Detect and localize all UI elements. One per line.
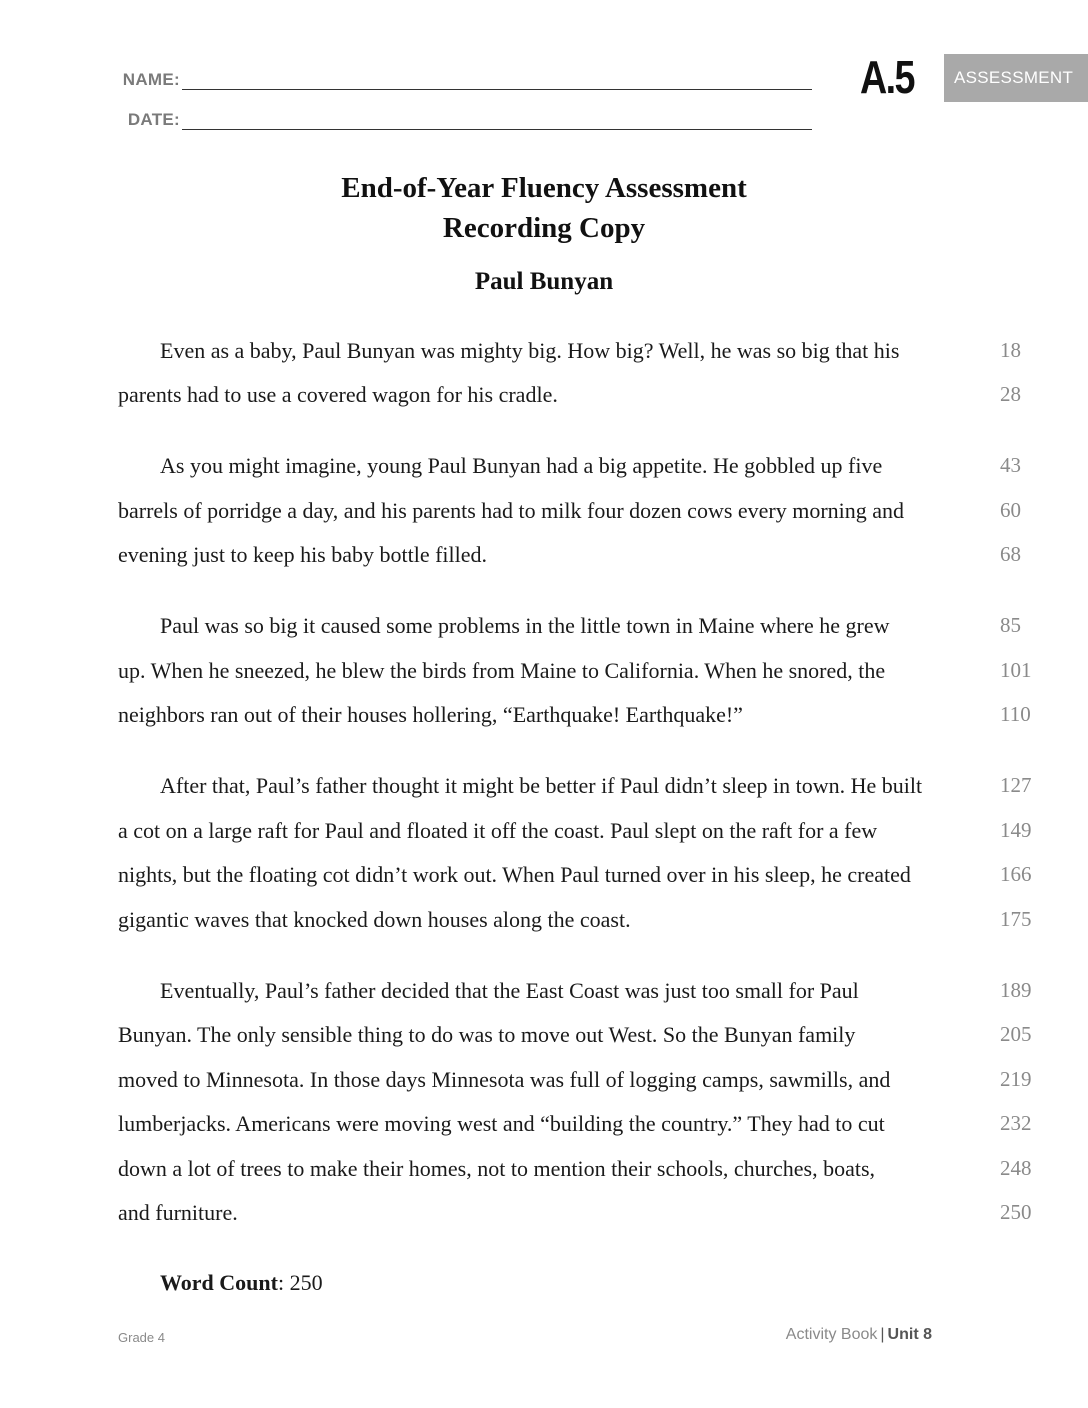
line-text: nights, but the floating cot didn’t work out. When Paul turned over in his sleep, he created [118, 862, 911, 887]
passage-title: Paul Bunyan [474, 268, 614, 295]
line-word-count: 219 [1000, 1067, 1032, 1091]
line-word-count: 43 [1000, 453, 1021, 477]
line-text: a cot on a large raft for Paul and floated it off the coast. Paul slept on the raft for a few [118, 818, 878, 843]
date-field[interactable] [118, 92, 812, 132]
line-word-count: 127 [1000, 773, 1032, 797]
word-count [160, 1270, 323, 1296]
passage-line [0, 1111, 1088, 1151]
passage-line [0, 498, 1088, 538]
line-text: evening just to keep his baby bottle filled. [118, 542, 488, 567]
page-subtitle: Recording Copy [442, 212, 646, 244]
footer-grade: Grade 4 [118, 1330, 165, 1345]
line-text: moved to Minnesota. In those days Minnesota was full of logging camps, sawmills, and [118, 1067, 891, 1092]
line-text: gigantic waves that knocked down houses along the coast. [118, 907, 631, 932]
word-count-value: : 250 [277, 1270, 323, 1295]
line-word-count: 28 [1000, 382, 1021, 406]
line-word-count: 101 [1000, 658, 1032, 682]
line-word-count: 18 [1000, 338, 1021, 362]
date-line[interactable] [182, 129, 812, 130]
name-label: NAME: [122, 70, 180, 89]
line-word-count: 110 [1000, 702, 1031, 726]
line-word-count: 189 [1000, 978, 1032, 1002]
word-count-label: Word Count [160, 1270, 278, 1295]
line-word-count: 166 [1000, 862, 1032, 886]
line-text: As you might imagine, young Paul Bunyan had a big appetite. He gobbled up five [160, 453, 883, 478]
line-text: Bunyan. The only sensible thing to do was to move out West. So the Bunyan family [118, 1022, 856, 1047]
line-text: lumberjacks. Americans were moving west and “building the country.” They had to cut [118, 1111, 885, 1136]
line-text: Even as a baby, Paul Bunyan was mighty big. How big? Well, he was so big that his [160, 338, 900, 363]
footer-separator: | [880, 1326, 885, 1343]
line-text: parents had to use a covered wagon for his cradle. [118, 382, 558, 407]
passage-line [0, 907, 1088, 947]
passage-line [0, 702, 1088, 742]
date-label: DATE: [127, 110, 180, 129]
name-field[interactable] [118, 52, 812, 92]
line-text: Paul was so big it caused some problems in the little town in Maine where he grew [160, 613, 890, 638]
passage-line [0, 613, 1088, 653]
passage-line [0, 658, 1088, 698]
line-word-count: 232 [1000, 1111, 1032, 1135]
line-text: down a lot of trees to make their homes, not to mention their schools, churches, boats, [118, 1156, 876, 1181]
passage-line [0, 1022, 1088, 1062]
line-text: and furniture. [118, 1200, 238, 1225]
line-text: barrels of porridge a day, and his parents had to milk four dozen cows every morning and [118, 498, 905, 523]
footer-unit: Unit 8 [887, 1326, 932, 1343]
line-word-count: 205 [1000, 1022, 1032, 1046]
line-word-count: 68 [1000, 542, 1021, 566]
line-word-count: 250 [1000, 1200, 1032, 1224]
footer-book: Activity Book [785, 1326, 878, 1343]
line-word-count: 149 [1000, 818, 1032, 842]
footer-book-info [786, 1326, 932, 1344]
line-word-count: 248 [1000, 1156, 1032, 1180]
passage-line [0, 453, 1088, 493]
line-text: up. When he sneezed, he blew the birds from Maine to California. When he snored, the [118, 658, 886, 683]
passage-line [0, 773, 1088, 813]
page-title: End-of-Year Fluency Assessment [341, 172, 747, 204]
section-tag: ASSESSMENT [944, 54, 1088, 102]
passage-line [0, 1156, 1088, 1196]
name-line[interactable] [182, 89, 812, 90]
line-word-count: 175 [1000, 907, 1032, 931]
passage-line [0, 1067, 1088, 1107]
line-text: After that, Paul’s father thought it might be better if Paul didn’t sleep in town. He built [160, 773, 923, 798]
assessment-code: A.5 [860, 51, 914, 103]
passage-line [0, 978, 1088, 1018]
passage-line [0, 818, 1088, 858]
passage-line [0, 1200, 1088, 1240]
line-word-count: 85 [1000, 613, 1021, 637]
passage-line [0, 542, 1088, 582]
line-text: Eventually, Paul’s father decided that the East Coast was just too small for Paul [160, 978, 859, 1003]
passage-line [0, 862, 1088, 902]
passage-line [0, 382, 1088, 422]
line-word-count: 60 [1000, 498, 1021, 522]
passage-line [0, 338, 1088, 378]
line-text: neighbors ran out of their houses hollering, “Earthquake! Earthquake!” [118, 702, 743, 727]
